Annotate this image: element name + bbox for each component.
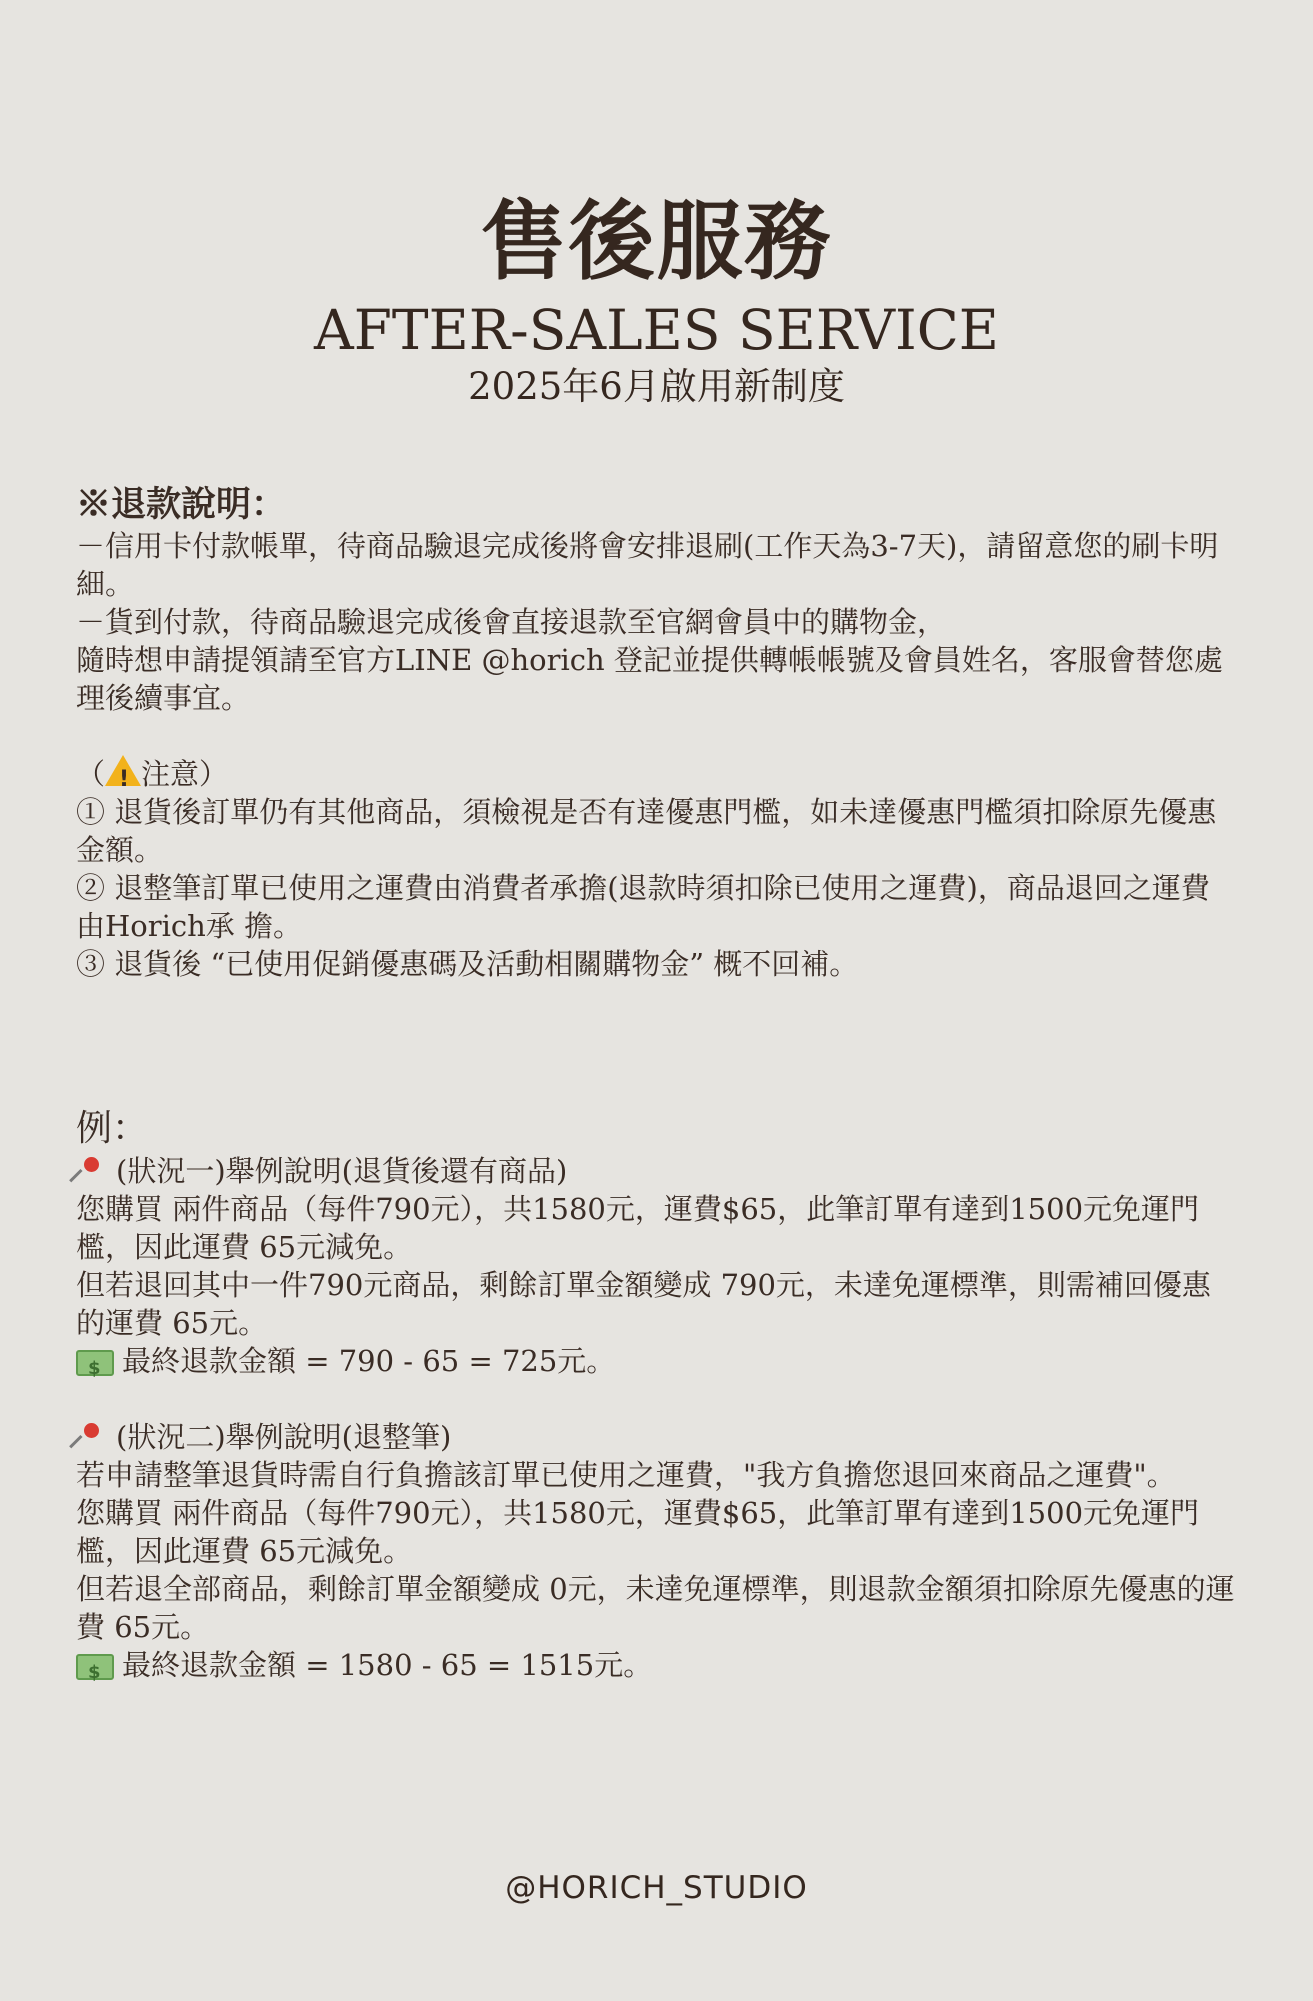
notice-item: ① 退貨後訂單仍有其他商品，須檢視是否有達優惠門檻，如未達優惠門檻須扣除原先優惠金額。 <box>76 795 1217 867</box>
case2-title-text: (狀況二)舉例說明(退整筆) <box>116 1420 452 1454</box>
notice-item: ③ 退貨後 “已使用促銷優惠碼及活動相關購物金” 概不回補。 <box>76 947 859 981</box>
case2-result-text: 最終退款金額 = 1580 - 65 = 1515元。 <box>122 1648 653 1682</box>
case2-result <box>76 1646 1236 1684</box>
page-header <box>0 186 1313 412</box>
refund-line: －貨到付款，待商品驗退完成後會直接退款至官網會員中的購物金， <box>76 605 947 639</box>
case1-result-text: 最終退款金額 = 790 - 65 = 725元。 <box>122 1344 616 1378</box>
refund-title: ※退款說明： <box>76 484 287 525</box>
pushpin-icon <box>76 1156 106 1186</box>
spacer <box>76 1380 1236 1418</box>
footer-handle: @HORICH_STUDIO <box>505 1870 808 1906</box>
notice-title <box>76 755 1236 793</box>
case2-line: 若申請整筆退貨時需自行負擔該訂單已使用之運費，"我方負擔您退回來商品之運費"。 <box>76 1458 1176 1492</box>
money-icon <box>76 1654 114 1680</box>
refund-section <box>76 483 1236 717</box>
notice-section <box>76 755 1236 983</box>
pushpin-icon <box>76 1422 106 1452</box>
case1-title-text: (狀況一)舉例說明(退貨後還有商品) <box>116 1154 568 1188</box>
page-subtitle: 2025年6月啟用新制度 <box>468 365 845 408</box>
examples-section <box>76 1106 1236 1684</box>
case1-result <box>76 1342 1236 1380</box>
case1-line: 您購買 兩件商品（每件790元），共1580元，運費$65，此筆訂單有達到1500元免運門檻，因此運費 65元減免。 <box>76 1192 1200 1264</box>
case2-title <box>76 1418 1236 1456</box>
notice-title-open: （ <box>76 757 106 791</box>
case1-line: 但若退回其中一件790元商品，剩餘訂單金額變成 790元，未達免運標準，則需補回優惠的運費 65元。 <box>76 1268 1211 1340</box>
page-title-english: AFTER-SALES SERVICE <box>314 298 999 362</box>
examples-heading: 例： <box>76 1108 149 1149</box>
notice-item: ② 退整筆訂單已使用之運費由消費者承擔(退款時須扣除已使用之運費)，商品退回之運費由Horich承 擔。 <box>76 871 1210 943</box>
money-icon <box>76 1350 114 1376</box>
refund-line: －信用卡付款帳單，待商品驗退完成後將會安排退刷(工作天為3-7天)，請留意您的刷卡明細。 <box>76 529 1219 601</box>
refund-line: 隨時想申請提領請至官方LINE @horich 登記並提供轉帳帳號及會員姓名，客服會替您處理後續事宜。 <box>76 643 1223 715</box>
case2-line: 但若退全部商品，剩餘訂單金額變成 0元，未達免運標準，則退款金額須扣除原先優惠的運費 65元。 <box>76 1572 1235 1644</box>
case2-line: 您購買 兩件商品（每件790元），共1580元，運費$65，此筆訂單有達到1500元免運門檻，因此運費 65元減免。 <box>76 1496 1200 1568</box>
case1-title <box>76 1152 1236 1190</box>
page-title: 售後服務 <box>480 191 833 292</box>
warning-icon <box>105 755 141 786</box>
notice-title-text: 注意） <box>141 757 229 791</box>
